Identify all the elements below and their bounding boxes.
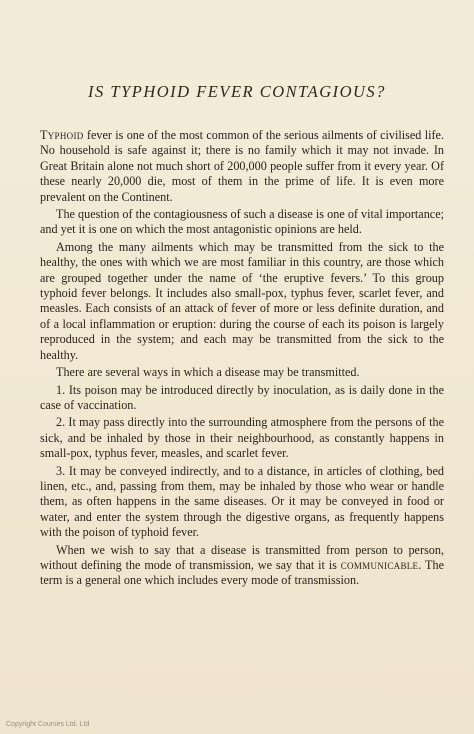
- bleed-through-text: [150, 0, 420, 80]
- paragraph-4: There are several ways in which a disease may be transmitted.: [56, 365, 360, 380]
- paragraph-2: The question of the contagiousness of such a disease is one of vital importance; and yet it is one on which the most antagonistic opinions are held.: [40, 207, 444, 237]
- lead-word: Typhoid: [40, 128, 84, 142]
- paragraph-1-text: fever is one of the most common of the serious ailments of civilised life. No household is safe against it; there is no family which it may not invade. In Great Britain alone not much short of 200,000 people suffer from it every year. Of these nearly 20,000 die, most of them in the prime of life. It is even more prevalent on the Continent.: [40, 128, 444, 204]
- article-title: IS TYPHOID FEVER CONTAGIOUS?: [88, 82, 386, 101]
- paragraph-8: [40, 543, 444, 589]
- paragraph-1: [40, 128, 444, 205]
- paragraph-8-start: When we wish to say that a disease is transmitted from person to person, without defining the mode of transmission, we say that it is: [40, 542, 444, 572]
- article-body: [40, 128, 444, 591]
- copyright-watermark: Copyright Courses Ltd. Ltd: [6, 721, 90, 728]
- paragraph-7: 3. It may be conveyed indirectly, and to a distance, in articles of clothing, bed linen, etc., and, passing from them, may be inhaled by those who wear or handle them, as often happens in the same diseases. Or it may be conveyed in food or water, and enter the system through the digestive organs, as frequently happens with the poison of typhoid fever.: [40, 463, 444, 540]
- term-communicable: communicable: [340, 557, 419, 572]
- paragraph-5: 1. Its poison may be introduced directly by inoculation, as is daily done in the case of vaccination.: [40, 382, 444, 412]
- paragraph-6: 2. It may pass directly into the surrounding atmosphere from the persons of the sick, and be inhaled by those in their neighbourhood, as constantly happens in small-pox, typhus fever, measles, and scarlet fever.: [40, 415, 444, 461]
- paragraph-8-end: . The term is a general one which includes every mode of transmission.: [40, 557, 444, 588]
- paragraph-3: Among the many ailments which may be transmitted from the sick to the healthy, the ones with which we are most familiar in this country, are those which are grouped together under the name of ‘the eruptive fevers.’ To this group typhoid fever belongs. It includes also small-pox, typhus fever, scarlet fever, and measles. Each consists of an attack of fever of more or less definite duration, and of a local inflammation or eruption: during the course of each its poison is largely reproduced in the system; and each may be transmitted from the sick to the healthy.: [40, 239, 444, 362]
